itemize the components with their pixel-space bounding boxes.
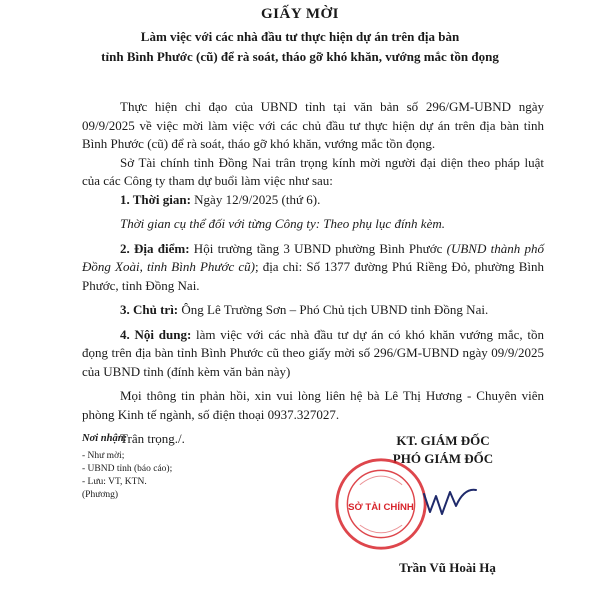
intro-paragraph: Thực hiện chỉ đạo của UBND tỉnh tại văn bản số 296/GM-UBND ngày 09/9/2025 về việc mời làm việc với các chủ đầu tư thực hiện dự án trên địa bàn tỉnh Bình Phước (cũ) để rà soát, tháo gỡ khó khăn, vướng mắc tồn đọng.	[82, 99, 544, 151]
recipient-item: - Như mời;	[82, 451, 125, 461]
place-value-italic: (UBND thành phố Đồng Xoài, tỉnh Bình Phước cũ)	[82, 240, 544, 274]
chair-value: Ông Lê Trường Sơn – Phó Chủ tịch UBND tỉnh Đồng Nai.	[178, 302, 489, 317]
content-paragraph	[82, 326, 544, 382]
time-paragraph	[82, 191, 544, 210]
closing-line: Trân trọng./.	[120, 431, 185, 446]
place-paragraph	[82, 240, 544, 296]
signer-title-line2: PHÓ GIÁM ĐỐC	[392, 451, 494, 466]
recipients-heading: Nơi nhận:	[82, 433, 128, 444]
official-stamp	[333, 456, 429, 552]
stamp-text: SỞ TÀI CHÍNH	[348, 501, 414, 513]
time-value: Ngày 12/9/2025 (thứ 6).	[190, 191, 321, 207]
chair-paragraph	[82, 301, 544, 320]
recipients-block	[82, 432, 302, 502]
document-subtitle-line2: tỉnh Bình Phước (cũ) để rà soát, tháo gỡ khó khăn, vướng mắc tồn đọng	[101, 49, 499, 64]
recipient-item: - UBND tỉnh (báo cáo);	[82, 464, 173, 474]
content-value: làm việc với các nhà đầu tư dự án có khó khăn vướng mắc, tồn đọng trên địa bàn tỉnh Bình Phước cũ theo giấy mời số 296/GM-UBND ngày 09/9/2025 của UBND tỉnh (đính kèm văn bản này)	[82, 326, 544, 379]
place-label: 2. Địa điểm:	[120, 240, 190, 256]
handwritten-signature	[420, 468, 480, 528]
invite-paragraph: Sở Tài chính tỉnh Đồng Nai trân trọng kính mời người đại diện theo pháp luật của các Công ty tham dự buổi làm việc như sau:	[82, 154, 544, 188]
recipient-item: (Phương)	[82, 490, 119, 500]
document-subtitle-line1: Làm việc với các nhà đầu tư thực hiện dự án trên địa bàn	[140, 29, 460, 44]
time-note: Thời gian cụ thể đối với từng Công ty: Theo phụ lục đính kèm.	[120, 216, 445, 231]
chair-label: 3. Chủ trì:	[120, 302, 179, 317]
place-value-a: Hội trường tầng 3 UBND phường Bình Phước	[189, 240, 447, 256]
content-label: 4. Nội dung:	[120, 326, 192, 342]
time-label: 1. Thời gian:	[120, 191, 191, 207]
place-value-b: ; địa chỉ: Số 1377 đường Phú Riềng Đỏ, phường Bình Phước, tỉnh Đồng Nai.	[82, 259, 544, 293]
document-title: GIẤY MỜI	[260, 6, 340, 22]
signer-title-line1: KT. GIÁM ĐỐC	[396, 433, 490, 448]
recipient-item: - Lưu: VT, KTN.	[82, 477, 147, 487]
contact-paragraph: Mọi thông tin phản hồi, xin vui lòng liên hệ bà Lê Thị Hương - Chuyên viên phòng Kinh tế ngành, số điện thoại 0937.327027.	[82, 388, 544, 422]
document-body	[82, 98, 544, 449]
signer-name: Trần Vũ Hoài Hạ	[399, 560, 496, 575]
